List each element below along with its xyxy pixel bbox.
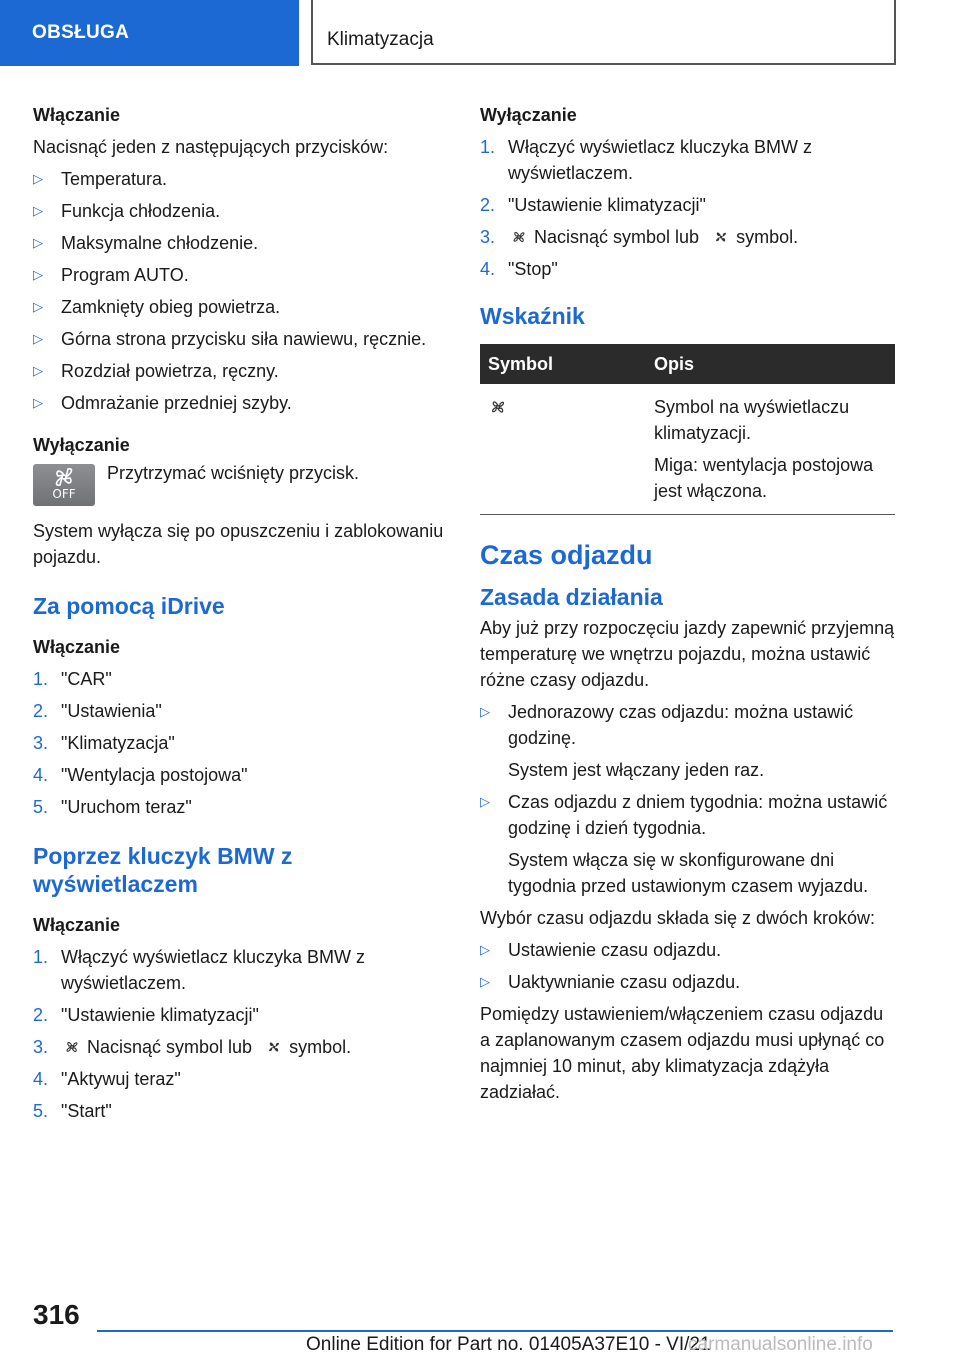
fan-filled-icon: [265, 1039, 283, 1055]
switch-on-heading: Włączanie: [33, 105, 121, 125]
list-item: 5. "Uruchom teraz": [33, 797, 192, 817]
list-item: ▷ Jednorazowy czas odjazdu: można ustawić godzinę. System jest włączany jeden raz.: [480, 699, 895, 783]
fan-off-button-image: [33, 464, 95, 506]
departure-heading: Czas odjazdu: [480, 540, 653, 570]
list-item: 1. Włączyć wyświetlacz kluczyka BMW z wyświetlaczem.: [33, 947, 366, 993]
list-item: ▷ Rozdział powietrza, ręczny.: [33, 358, 448, 384]
idrive-on-heading: Włączanie: [33, 637, 121, 657]
indicator-table: [480, 344, 895, 515]
list-item: 3. "Klimatyzacja": [33, 733, 175, 753]
switch-off-heading: Wyłączanie: [33, 435, 130, 455]
right-off-steps: [480, 134, 895, 282]
triangle-bullet-icon: ▷: [33, 203, 43, 218]
right-switch-off-heading: Wyłączanie: [480, 105, 577, 125]
departure-steps: [480, 937, 895, 995]
list-item: 2. "Ustawienie klimatyzacji": [33, 1005, 259, 1025]
key-steps: [33, 944, 448, 1124]
list-item: 2. "Ustawienia": [33, 701, 162, 721]
list-item: 1. Włączyć wyświetlacz kluczyka BMW z wyświetlaczem.: [480, 137, 813, 183]
list-item: 2. "Ustawienie klimatyzacji": [480, 195, 706, 215]
triangle-bullet-icon: ▷: [33, 171, 43, 186]
table-row: [480, 384, 895, 515]
steps-intro: Wybór czasu odjazdu składa się z dwóch kroków:: [480, 908, 876, 928]
indicator-heading: Wskaźnik: [480, 303, 585, 329]
key-on-heading: Włączanie: [33, 915, 121, 935]
left-column: [33, 102, 448, 1130]
off-button-row: [33, 464, 448, 506]
section-tab: OBSŁUGA: [0, 0, 299, 66]
list-item: ▷ Uaktywnianie czasu odjazdu.: [480, 969, 895, 995]
principle-heading: Zasada działania: [480, 584, 663, 610]
watermark: carmanualsonline.info: [688, 1334, 873, 1355]
triangle-bullet-icon: ▷: [480, 974, 490, 989]
list-item: ▷ Maksymalne chłodzenie.: [33, 230, 448, 256]
principle-text: Aby już przy rozpoczęciu jazdy zapewnić przyjemną temperaturę we wnętrzu pojazdu, można ustawić różne czasy odjazdu.: [480, 618, 895, 690]
departure-modes: [480, 699, 895, 899]
button-list: [33, 166, 448, 416]
table-cell-symbol: [480, 384, 646, 515]
off-label: OFF: [52, 487, 76, 501]
triangle-bullet-icon: ▷: [33, 235, 43, 250]
list-item: 4. "Wentylacja postojowa": [33, 765, 248, 785]
list-item: 4. "Aktywuj teraz": [33, 1069, 181, 1089]
list-item: ▷ Zamknięty obieg powietrza.: [33, 294, 448, 320]
list-item: ▷ Odmrażanie przedniej szyby.: [33, 390, 448, 416]
idrive-heading: Za pomocą iDrive: [33, 593, 225, 619]
table-header-symbol: Symbol: [480, 344, 646, 384]
list-item: 3. Nacisnąć symbol lub symbol.: [480, 227, 799, 247]
table-header-row: [480, 344, 895, 384]
table-header-description: Opis: [646, 344, 895, 384]
right-column: [480, 102, 895, 1111]
table-cell-description: Symbol na wyświetlaczu klimatyzacji. Miga: wentylacja postojowa jest włączona.: [646, 384, 895, 515]
list-item: 4. "Stop": [480, 259, 558, 279]
fan-outline-icon: [488, 398, 508, 416]
fan-filled-icon: [712, 229, 730, 245]
edition-text: Online Edition for Part no. 01405A37E10 - VI/21: [306, 1334, 711, 1355]
chapter-box: [311, 0, 896, 65]
triangle-bullet-icon: ▷: [33, 267, 43, 282]
chapter-title: Klimatyzacja: [327, 29, 434, 50]
list-item: 5. "Start": [33, 1101, 112, 1121]
triangle-bullet-icon: ▷: [33, 331, 43, 346]
triangle-bullet-icon: ▷: [33, 363, 43, 378]
list-item: 1. "CAR": [33, 669, 112, 689]
idrive-steps: [33, 666, 448, 820]
list-item: 3. Nacisnąć symbol lub symbol.: [33, 1037, 352, 1057]
triangle-bullet-icon: ▷: [480, 794, 490, 809]
list-item: ▷ Górna strona przycisku siła nawiewu, ręcznie.: [33, 326, 448, 352]
triangle-bullet-icon: ▷: [480, 704, 490, 719]
off-note: System wyłącza się po opuszczeniu i zablokowaniu pojazdu.: [33, 521, 444, 567]
fan-outline-icon: [63, 1039, 81, 1055]
triangle-bullet-icon: ▷: [33, 299, 43, 314]
page-header: [0, 0, 960, 66]
list-item: ▷ Ustawienie czasu odjazdu.: [480, 937, 895, 963]
key-heading: Poprzez kluczyk BMW z wyświetlaczem: [33, 843, 293, 897]
list-item: ▷ Funkcja chłodzenia.: [33, 198, 448, 224]
page-number: 316: [33, 1299, 80, 1330]
triangle-bullet-icon: ▷: [480, 942, 490, 957]
list-item: ▷ Program AUTO.: [33, 262, 448, 288]
fan-outline-icon: [510, 229, 528, 245]
triangle-bullet-icon: ▷: [33, 395, 43, 410]
list-item: ▷ Czas odjazdu z dniem tygodnia: można ustawić godzinę i dzień tygodnia. System włącza się w skonfigurowane dni tygodnia przed ustawionym czasem wyjazdu.: [480, 789, 895, 899]
switch-on-intro: Nacisnąć jeden z następujących przycisków:: [33, 137, 389, 157]
off-instruction: Przytrzymać wciśnięty przycisk.: [107, 463, 360, 483]
closing-text: Pomiędzy ustawieniem/włączeniem czasu odjazdu a zaplanowanym czasem odjazdu musi upłynąć co najmniej 10 minut, aby klimatyzacja zdążyła zadziałać.: [480, 1004, 885, 1102]
list-item: ▷ Temperatura.: [33, 166, 448, 192]
